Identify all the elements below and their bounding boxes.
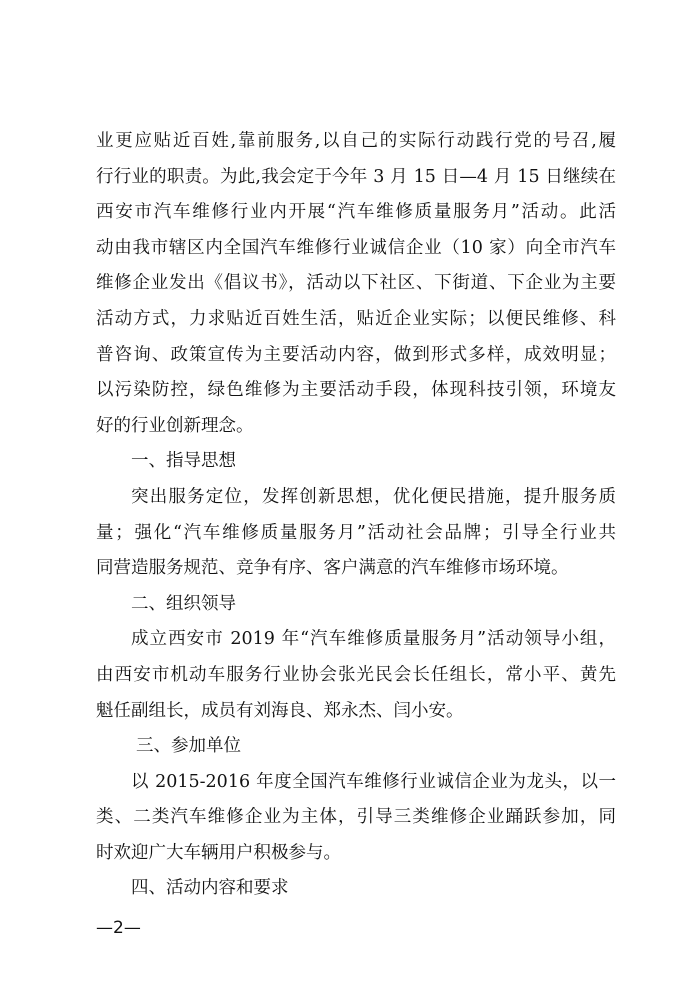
text-line: 动由我市辖区内全国汽车维修行业诚信企业（10 家）向全市汽车 [96,237,616,258]
section-heading-guiding-ideology: 一、指导思想 [131,451,236,472]
text-line: 类、二类汽车维修企业为主体，引导三类维修企业踊跃参加，同 [96,807,616,828]
section-heading-participants: 三、参加单位 [136,736,241,757]
text-line: 时欢迎广大车辆用户积极参与。 [96,842,341,863]
text-line: 好的行业创新理念。 [96,415,254,436]
text-line: 活动方式，力求贴近百姓生活，贴近企业实际；以便民维修、科 [96,308,616,329]
text-line: 西安市汽车维修行业内开展“汽车维修质量服务月”活动。此活 [96,202,616,223]
section-heading-organization: 二、组织领导 [131,593,236,614]
text-line: 同营造服务规范、竞争有序、客户满意的汽车维修市场环境。 [96,558,569,579]
text-line: 突出服务定位，发挥创新思想，优化便民措施，提升服务质 [131,486,616,507]
text-line: 以污染防控，绿色维修为主要活动手段，体现科技引领，环境友 [96,380,616,401]
text-line: 维修企业发出《倡议书》，活动以下社区、下街道、下企业为主要 [96,273,616,294]
text-line: 业更应贴近百姓,靠前服务,以自己的实际行动践行党的号召,履 [96,131,616,151]
text-line: 魁任副组长，成员有刘海良、郑永杰、闫小安。 [96,700,464,721]
document-body [96,124,616,907]
text-line: 量；强化“汽车维修质量服务月”活动社会品牌；引导全行业共 [96,522,616,543]
text-line: 成立西安市 2019 年“汽车维修质量服务月”活动领导小组， [131,629,616,650]
section-heading-activity-content: 四、活动内容和要求 [131,878,289,899]
text-line: 行行业的职责。为此,我会定于今年 3 月 15 日—4 月 15 日继续在 [96,166,616,187]
text-line: 以 2015-2016 年度全国汽车维修行业诚信企业为龙头，以一 [131,771,616,792]
text-line: 由西安市机动车服务行业协会张光民会长任组长，常小平、黄先 [96,664,616,685]
page-number: —2— [96,918,141,938]
text-line: 普咨询、政策宣传为主要活动内容，做到形式多样，成效明显； [96,344,616,365]
